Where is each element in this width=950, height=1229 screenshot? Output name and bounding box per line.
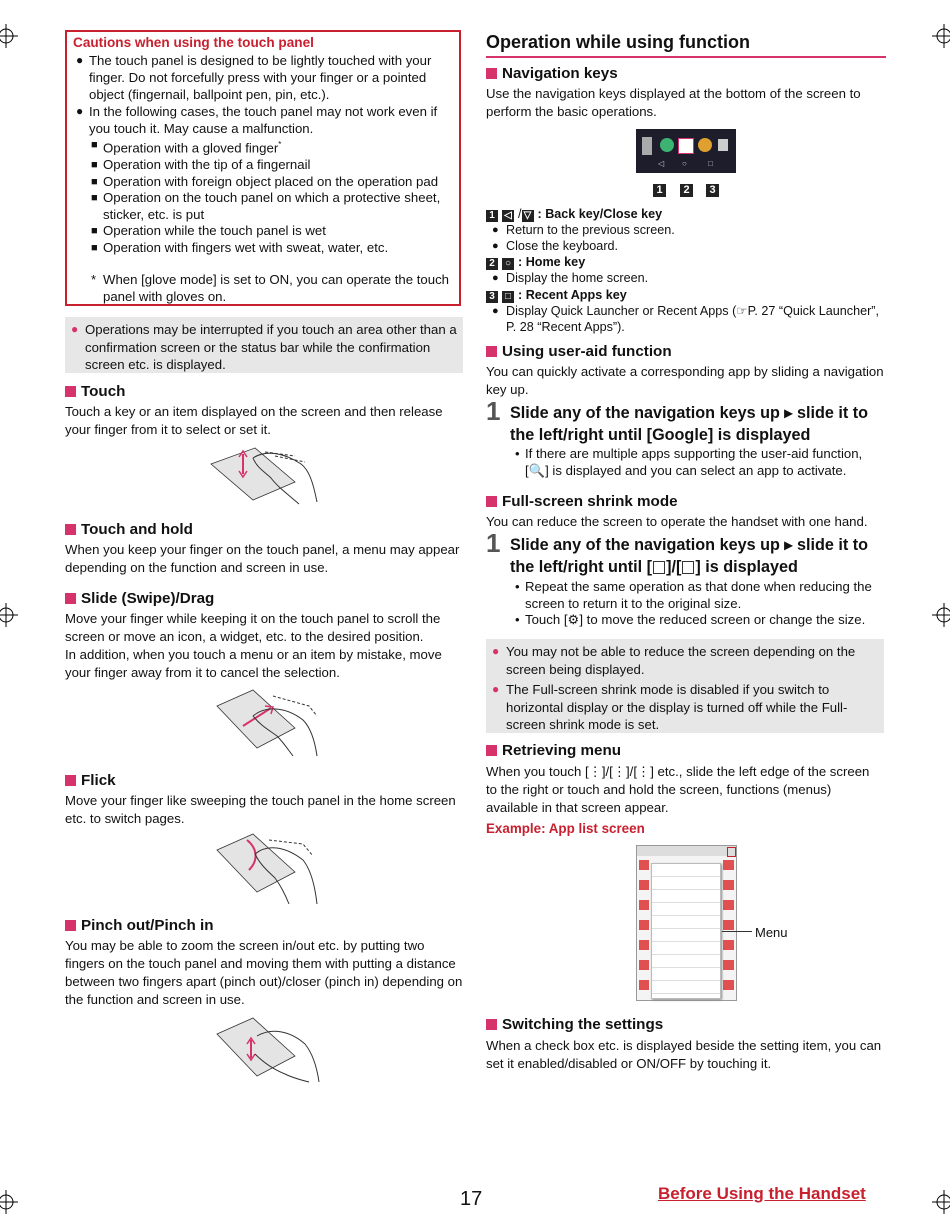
navbar-screenshot: [636, 129, 736, 173]
touch-text: Touch a key or an item displayed on the screen and then release your finger from it to select or set it.: [65, 404, 443, 437]
shrink-text: You can reduce the screen to operate the handset with one hand.: [486, 514, 868, 529]
settings-icon: [718, 139, 728, 151]
slide-text: Move your finger while keeping it on the touch panel to scroll the screen or move an icon, a widget, etc. to the desired position. In addition, when you touch a menu or an item by mistake, move your finger away from it to cancel the selection.: [65, 611, 442, 680]
app-icons: [639, 860, 649, 990]
page-title: Operation while using function: [486, 30, 886, 58]
home-key-icon: ○: [502, 258, 514, 270]
mail-icon: [678, 138, 694, 154]
pinch-text: You may be able to zoom the screen in/out etc. by putting two fingers on the touch panel and moving them with putting a distance between two fingers apart (pinch out)/closer (pinch in) depending on the function and screen in use.: [65, 938, 463, 1007]
app-icons: [723, 860, 734, 990]
menu-kebab-box-icon: ⋮: [637, 764, 651, 779]
menu-kebab-icon: ⋮: [588, 764, 602, 779]
gear-icon: ⚙: [567, 612, 580, 627]
registration-mark: [0, 24, 18, 48]
caution-case: ■ Operation with fingers wet with sweat, water, etc.: [91, 239, 389, 255]
shrink-left-icon: [653, 561, 665, 574]
recent-key-item: 3 □ : Recent Apps key ● Display Quick Launcher or Recent Apps (☞P. 27 “Quick Launcher”, P. 28 “Recent Apps”).: [486, 287, 886, 335]
touch-hold-text: When you keep your finger on the touch panel, a menu may appear depending on the function and screen in use.: [65, 542, 460, 575]
arrow-right-icon: ▸: [784, 536, 793, 554]
nav-keys-text: Use the navigation keys displayed at the bottom of the screen to perform the basic operations.: [486, 86, 861, 119]
caution-bullet: ● The touch panel is designed to be lightly touched with your finger. Do not forcefully press with your finger or a pointed object (fingernail, ballpoint pen, pin, etc.).: [76, 53, 432, 102]
callout-line: [722, 931, 752, 932]
app-list-tabs: [637, 846, 736, 856]
flick-heading: Flick: [65, 771, 116, 790]
menu-kebab-outline-icon: ⋮: [612, 764, 627, 779]
left-note-box: ● Operations may be interrupted if you touch an area other than a confirmation screen or the status bar while the confirmation screen etc. is displayed.: [65, 317, 463, 373]
slide-illustration: [213, 686, 323, 758]
back-key-icon: ◁: [658, 159, 665, 168]
menu-callout: Menu: [755, 925, 788, 940]
shrink-heading: Full-screen shrink mode: [486, 492, 678, 511]
shrink-step: 1 Slide any of the navigation keys up ▸ slide it to the left/right until [ ]/[ ] is displayed: [486, 528, 869, 576]
caution-title: Cautions when using the touch panel: [73, 35, 314, 50]
arrow-right-icon: ▸: [784, 404, 793, 422]
recent-key-icon: □: [708, 159, 713, 168]
caution-case: ■ Operation while the touch panel is wet: [91, 223, 326, 239]
phone-icon: [660, 138, 674, 152]
user-aid-sub: • If there are multiple apps supporting the user-aid function, [🔍] is displayed and you can select an app to activate.: [515, 446, 863, 478]
pinch-heading: Pinch out/Pinch in: [65, 916, 213, 935]
registration-mark: [932, 24, 950, 48]
shrink-sub-2: • Touch [⚙] to move the reduced screen or change the size.: [515, 612, 866, 627]
back-key-item: 1 ◁ / ▽ : Back key/Close key ● Return to the previous screen. ● Close the keyboard.: [486, 206, 886, 254]
recent-key-icon: □: [502, 291, 514, 303]
right-note-box: ● You may not be able to reduce the screen depending on the screen being displayed. ● The Full-screen shrink mode is disabled if you switch to horizontal display or the display is turned off while the Full-screen shrink mode is set.: [486, 639, 884, 733]
close-key-icon: ▽: [522, 210, 534, 222]
menu-panel: [651, 863, 721, 999]
nav-keys-heading: Navigation keys: [486, 64, 618, 83]
right-note: The Full-screen shrink mode is disabled if you switch to horizontal display or the display is turned off while the Full-screen shrink mode is set.: [506, 682, 848, 732]
nav-label: 1: [653, 184, 666, 197]
search-icon: 🔍: [528, 462, 546, 478]
user-aid-step: 1 Slide any of the navigation keys up ▸ slide it to the left/right until [Google] is displayed: [486, 396, 869, 444]
caution-bullet: ● In the following cases, the touch panel may not work even if you touch it. May cause a malfunction.: [76, 104, 438, 136]
home-key-icon: ○: [682, 159, 687, 168]
settings-heading: Switching the settings: [486, 1015, 663, 1034]
shrink-sub-1: • Repeat the same operation as that done when reducing the screen to return it to the original size.: [515, 579, 872, 611]
right-note: You may not be able to reduce the screen depending on the screen being displayed.: [506, 644, 856, 677]
nav-label: 2: [680, 184, 693, 197]
page-number: 17: [460, 1188, 483, 1210]
user-aid-heading: Using user-aid function: [486, 342, 672, 361]
page-reference-icon: ☞: [736, 304, 748, 318]
user-aid-text: You can quickly activate a corresponding app by sliding a navigation key up.: [486, 364, 884, 397]
settings-text: When a check box etc. is displayed beside the setting item, you can set it enabled/disabled or ON/OFF by touching it.: [486, 1038, 882, 1071]
touch-heading: Touch: [65, 382, 125, 401]
home-key-item: 2 ○ : Home key ● Display the home screen.: [486, 254, 886, 286]
slide-heading: Slide (Swipe)/Drag: [65, 589, 214, 608]
caution-case: ■ Operation with the tip of a fingernail: [91, 156, 311, 172]
registration-mark: [0, 603, 18, 627]
left-note: Operations may be interrupted if you touch an area other than a confirmation screen or the status bar while the confirmation screen etc. is displayed.: [85, 322, 457, 372]
flick-text: Move your finger like sweeping the touch panel in the home screen etc. to switch pages.: [65, 793, 456, 826]
shrink-right-icon: [682, 561, 694, 574]
app-grid-icon: [642, 137, 652, 155]
touch-hold-heading: Touch and hold: [65, 520, 193, 539]
section-footer-link[interactable]: Before Using the Handset: [658, 1184, 866, 1203]
caution-case: ■ Operation on the touch panel on which a protective sheet, sticker, etc. is put: [91, 190, 441, 222]
menu-heading: Retrieving menu: [486, 741, 621, 760]
app-list-screenshot: [636, 845, 737, 1001]
nav-label: 3: [706, 184, 719, 197]
menu-kebab-icon: [727, 847, 736, 857]
caution-note: * When [glove mode] is set to ON, you can operate the touch panel with gloves on.: [91, 271, 449, 304]
caution-case: ■ Operation with a gloved finger*: [91, 139, 282, 156]
registration-mark: [0, 1190, 18, 1214]
example-label: Example: App list screen: [486, 821, 645, 836]
registration-mark: [932, 1190, 950, 1214]
touch-illustration: [205, 442, 325, 508]
menu-text: When you touch [⋮]/[⋮]/[⋮] etc., slide the left edge of the screen to the right or touch and hold the screen, functions (menus) available in that screen appear.: [486, 764, 870, 815]
caution-box: [65, 30, 461, 306]
pinch-illustration: [213, 1014, 323, 1084]
chrome-icon: [698, 138, 712, 152]
back-key-icon: ◁: [502, 210, 514, 222]
registration-mark: [932, 603, 950, 627]
caution-case: ■ Operation with foreign object placed on the operation pad: [91, 173, 439, 189]
flick-illustration: [213, 830, 323, 906]
